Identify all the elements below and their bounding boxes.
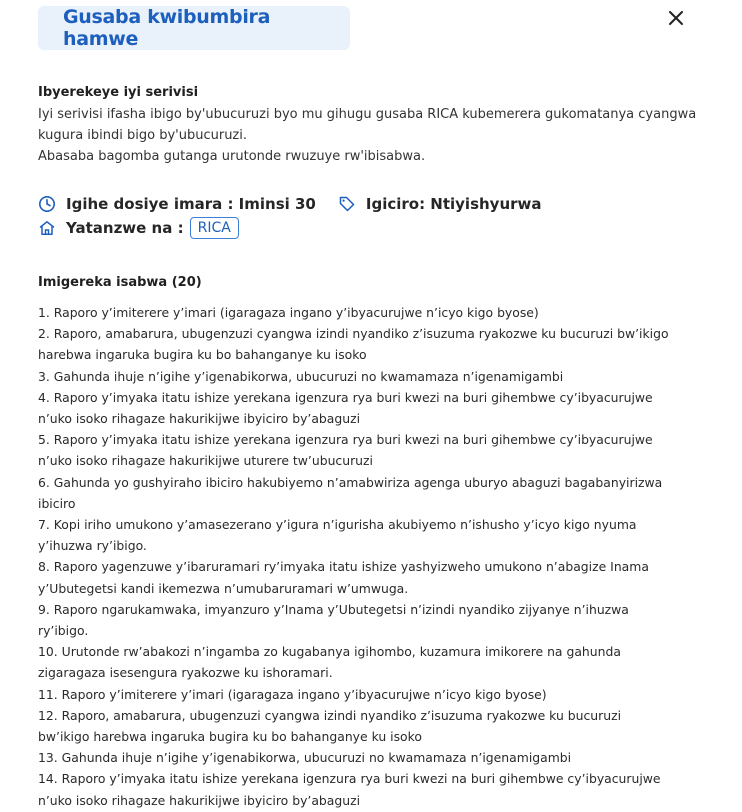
clock-icon — [38, 195, 56, 213]
requirement-item — [38, 641, 693, 683]
requirement-line: 14. Raporo y’imyaka itatu ishize yerekana igenzura rya buri kwezi na buri gihembwe cy’ibyacurujwe — [38, 771, 661, 787]
requirement-line: n’uko isoko rihagaze hakurikijwe ibyiciro by’abaguzi — [38, 411, 361, 427]
requirement-item — [38, 302, 693, 323]
requirements-title: Imigereka isabwa (20) — [38, 275, 202, 290]
requirement-line: 12. Raporo, amabarura, ubugenzuzi cyangwa izindi nyandiko z’isuzuma ryakozwe ku bucuruzi — [38, 707, 622, 723]
requirement-line: ibiciro — [38, 495, 76, 511]
requirement-line: harebwa ingaruka bugira ku bo bahanganye ku isoko — [38, 347, 367, 363]
requirement-item — [38, 747, 693, 768]
requirement-line: n’uko isoko rihagaze hakurikijwe ibyiciro by’abaguzi — [38, 792, 361, 808]
service-info-title: Ibyerekeye iyi serivisi — [38, 85, 199, 100]
service-description — [38, 104, 697, 167]
requirement-line: y’ihuzwa ry’ibigo. — [38, 538, 147, 554]
requirement-item — [38, 705, 693, 747]
processing-duration: Igihe dosiye imara : Iminsi 30 — [66, 195, 316, 213]
description-line: Iyi serivisi ifasha ibigo by'ubucuruzi byo mu gihugu gusaba RICA kubemerera gukomatanya cyangwa — [38, 107, 697, 122]
requirement-line: 6. Gahunda yo gushyiraho ibiciro hakubiyemo n’amabwiriza agenga uburyo abaguzi bagabanyirizwa — [38, 474, 663, 490]
requirement-line: 7. Kopi iriho umukono y’amasezerano y’igura n’igurisha akubiyemo n’ishusho y’icyo kigo nyuma — [38, 517, 637, 533]
requirement-item — [38, 387, 693, 429]
requirement-item — [38, 323, 693, 365]
requirement-line: y’Ubutegetsi kandi ikemezwa n’umubaruramari w’umwuga. — [38, 580, 409, 596]
requirement-line: 11. Raporo y’imiterere y’imari (igaragaza ingano y’ibyacurujwe n’icyo kigo byose) — [38, 686, 547, 702]
requirement-item — [38, 684, 693, 705]
description-line: kugura ibindi bigo by'ubucuruzi. — [38, 128, 248, 143]
service-price: Igiciro: Ntiyishyurwa — [365, 195, 542, 213]
requirement-line: n’uko isoko rihagaze hakurikijwe uturere tw’ubucuruzi — [38, 453, 373, 469]
header-title-pill — [38, 6, 350, 50]
issuer-badge[interactable]: RICA — [190, 217, 239, 239]
requirement-line: 5. Raporo y’imyaka itatu ishize yerekana igenzura rya buri kwezi na buri gihembwe cy’ibyacurujwe — [38, 432, 653, 448]
issuer-label: Yatanzwe na : — [66, 219, 184, 237]
requirement-line: 1. Raporo y’imiterere y’imari (igaragaza ingano y’ibyacurujwe n’icyo kigo byose) — [38, 305, 539, 320]
requirement-item — [38, 514, 693, 556]
page-title: Gusaba kwibumbira hamwe — [63, 6, 271, 50]
requirement-item — [38, 366, 693, 387]
requirement-line: 2. Raporo, amabarura, ubugenzuzi cyangwa izindi nyandiko z’isuzuma ryakozwe ku bucuruzi bw’ikigo — [38, 326, 669, 342]
requirement-line: bw’ikigo harebwa ingaruka bugira ku bo bahanganye ku isoko — [38, 729, 422, 745]
close-icon — [666, 8, 686, 28]
requirement-line: 8. Raporo yagenzuwe y’ibaruramari ry’imyaka itatu ishize yashyizweho umukono n’abagize Inama — [38, 559, 649, 575]
description-line: Abasaba bagomba gutanga urutonde rwuzuye rw'ibisabwa. — [38, 149, 426, 164]
requirement-line: 13. Gahunda ihuje n’igihe y’igenabikorwa, ubucuruzi no kwamamaza n’igenamigambi — [38, 750, 572, 766]
requirement-line: 3. Gahunda ihuje n’igihe y’igenabikorwa, ubucuruzi no kwamamaza n’igenamigambi — [38, 368, 564, 384]
bank-icon — [38, 219, 56, 237]
requirement-item — [38, 556, 693, 598]
requirement-line: ry’ibigo. — [38, 623, 89, 639]
requirement-item — [38, 429, 693, 471]
requirement-item — [38, 472, 693, 514]
meta-row-issuer — [38, 216, 239, 240]
close-button[interactable] — [666, 8, 686, 28]
requirement-item — [38, 599, 693, 641]
requirement-line: 9. Raporo ngarukamwaka, imyanzuro y’Inama y’Ubutegetsi n’izindi nyandiko zijyanye n’ihuzwa — [38, 601, 629, 617]
requirement-line: zigaragaza isesengura ryakozwe ku ishoramari. — [38, 665, 333, 681]
requirement-item — [38, 768, 693, 810]
tag-icon — [338, 195, 356, 213]
requirement-line: 10. Urutonde rw’abakozi n’ingamba zo kugabanya igihombo, kuzamura imikorere na gahunda — [38, 644, 621, 660]
requirement-line: 4. Raporo y’imyaka itatu ishize yerekana igenzura rya buri kwezi na buri gihembwe cy’ibyacurujwe — [38, 389, 653, 405]
requirements-list — [38, 302, 693, 811]
meta-row-duration-price — [38, 192, 542, 216]
